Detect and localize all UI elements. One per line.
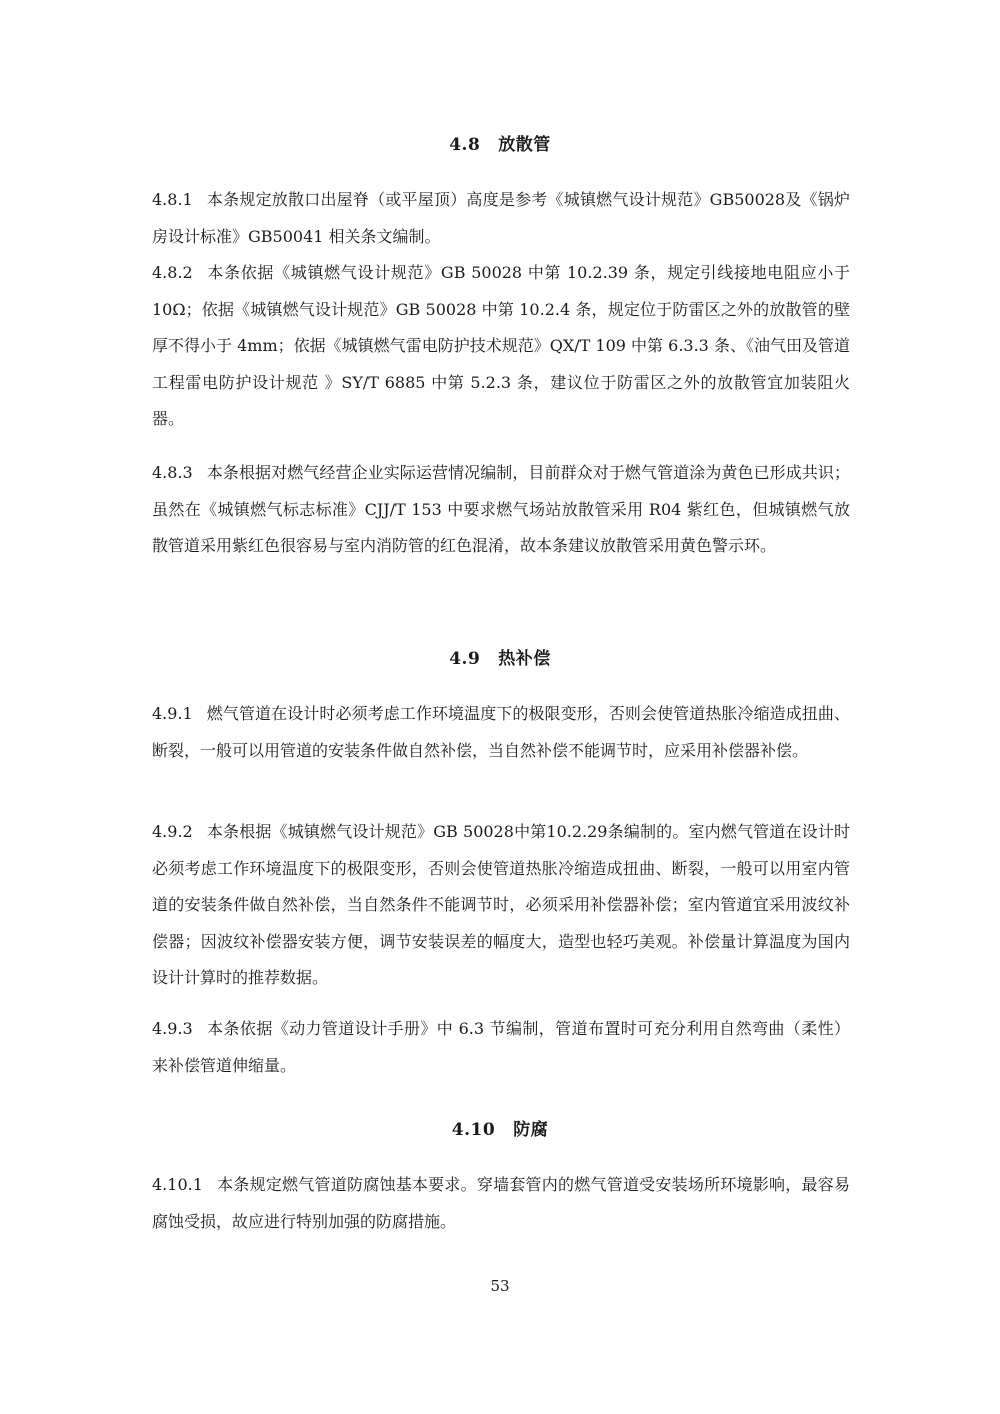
clause-number: 4.8.2 — [152, 263, 193, 282]
section-title: 放散管 — [498, 135, 551, 155]
clause-text: 本条规定燃气管道防腐蚀基本要求。穿墙套管内的燃气管道受安装场所环境影响，最容易腐蚀受损，故应进行特别加强的防腐措施。 — [152, 1175, 850, 1231]
section-heading-4-10 — [0, 1115, 1000, 1140]
clause-4-8-3 — [152, 455, 850, 565]
clause-4-9-1 — [152, 696, 850, 769]
clause-text: 本条根据对燃气经营企业实际运营情况编制，目前群众对于燃气管道涂为黄色已形成共识；虽然在《城镇燃气标志标准》CJJ/T 153 中要求燃气场站放散管采用 R04 紫红色，但城镇燃气放散管道采用紫红色很容易与室内消防管的红色混淆，故本条建议放散管采用黄色警示环。 — [152, 463, 850, 555]
clause-text: 本条依据《城镇燃气设计规范》GB 50028 中第 10.2.39 条，规定引线接地电阻应小于10Ω；依据《城镇燃气设计规范》GB 50028 中第 10.2.4 条，规定位于防雷区之外的放散管的壁厚不得小于 4mm；依据《城镇燃气雷电防护技术规范》QX/T 109 中第 6.3.3 条、《油气田及管道工程雷电防护设计规范 》SY/T 6885 中第 5.2.3 条，建议位于防雷区之外的放散管宜加装阻火器。 — [152, 263, 850, 428]
section-number: 4.10 — [451, 1120, 496, 1140]
clause-text: 本条根据《城镇燃气设计规范》GB 50028中第10.2.29条编制的。室内燃气管道在设计时必须考虑工作环境温度下的极限变形，否则会使管道热胀冷缩造成扭曲、断裂，一般可以用室内管道的安装条件做自然补偿，当自然条件不能调节时，必须采用补偿器补偿；室内管道宜采用波纹补偿器；因波纹补偿器安装方便，调节安装误差的幅度大，造型也轻巧美观。补偿量计算温度为国内设计计算时的推荐数据。 — [152, 822, 850, 987]
section-title: 防腐 — [513, 1120, 549, 1140]
clause-number: 4.8.3 — [152, 463, 193, 482]
clause-4-9-3 — [152, 1011, 850, 1084]
section-heading-4-9 — [0, 644, 1000, 669]
clause-number: 4.8.1 — [152, 190, 193, 209]
clause-4-8-1 — [152, 182, 850, 255]
section-number: 4.8 — [449, 135, 481, 155]
clause-4-10-1 — [152, 1167, 850, 1240]
clause-number: 4.10.1 — [152, 1175, 203, 1194]
clause-text: 本条规定放散口出屋脊（或平屋顶）高度是参考《城镇燃气设计规范》GB50028及《锅炉房设计标准》GB50041 相关条文编制。 — [152, 190, 850, 246]
clause-4-9-2 — [152, 814, 850, 997]
clause-number: 4.9.3 — [152, 1019, 193, 1038]
section-number: 4.9 — [449, 649, 481, 669]
clause-text: 燃气管道在设计时必须考虑工作环境温度下的极限变形，否则会使管道热胀冷缩造成扭曲、断裂，一般可以用管道的安装条件做自然补偿，当自然补偿不能调节时，应采用补偿器补偿。 — [152, 704, 850, 760]
clause-number: 4.9.1 — [152, 704, 193, 723]
page-number: 53 — [490, 1277, 510, 1295]
clause-4-8-2 — [152, 255, 850, 438]
clause-number: 4.9.2 — [152, 822, 193, 841]
section-heading-4-8 — [0, 130, 1000, 155]
clause-text: 本条依据《动力管道设计手册》中 6.3 节编制，管道布置时可充分利用自然弯曲（柔性）来补偿管道伸缩量。 — [152, 1019, 850, 1075]
section-title: 热补偿 — [498, 649, 551, 669]
